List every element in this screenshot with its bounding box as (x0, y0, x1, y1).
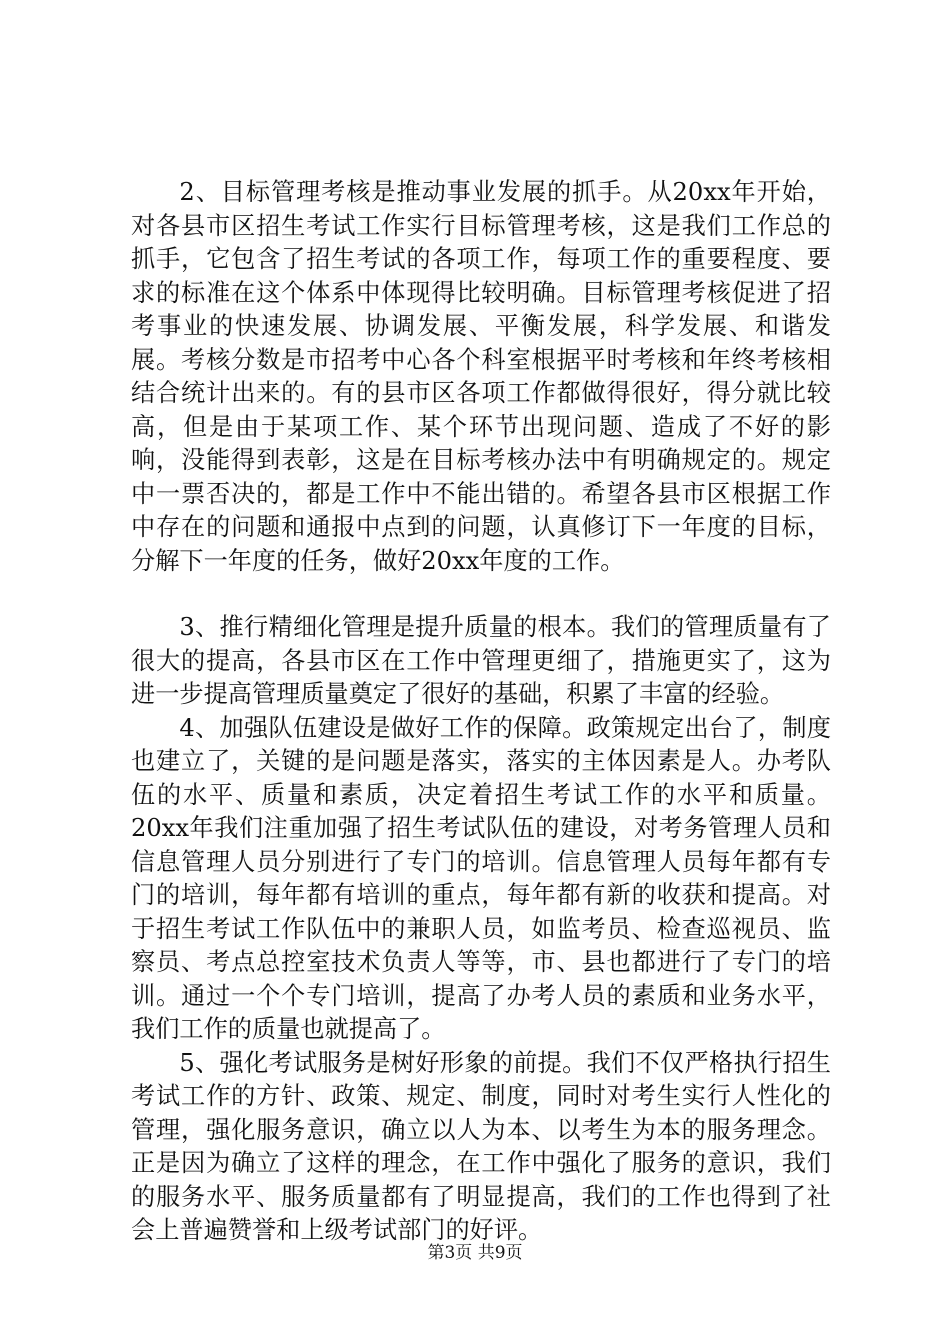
paragraph-exam-service: 5、强化考试服务是树好形象的前提。我们不仅严格执行招生考试工作的方针、政策、规定、制度，同时对考生实行人性化的管理，强化服务意识，确立以人为本、以考生为本的服务理念。正是因为确立了这样的理念，在工作中强化了服务的意识，我们的服务水平、服务质量都有了明显提高，我们的工作也得到了社会上普遍赞誉和上级考试部门的好评。 (131, 1048, 831, 1244)
paragraph-goal-management: 2、目标管理考核是推动事业发展的抓手。从20xx年开始，对各县市区招生考试工作实行目标管理考核，这是我们工作总的抓手，它包含了招生考试的各项工作，每项工作的重要程度、要求的标准在这个体系中体现得比较明确。目标管理考核促进了招考事业的快速发展、协调发展、平衡发展，科学发展、和谐发展。考核分数是市招考中心各个科室根据平时考核和年终考核相结合统计出来的。有的县市区各项工作都做得很好，得分就比较高，但是由于某项工作、某个环节出现问题、造成了不好的影响，没能得到表彰，这是在目标考核办法中有明确规定的。规定中一票否决的，都是工作中不能出错的。希望各县市区根据工作中存在的问题和通报中点到的问题，认真修订下一年度的目标，分解下一年度的任务，做好20xx年度的工作。 (131, 178, 831, 575)
page-number: 第3页 共9页 (427, 1243, 523, 1263)
document-body (131, 176, 831, 1248)
paragraph-refined-management: 3、推行精细化管理是提升质量的根本。我们的管理质量有了很大的提高，各县市区在工作中管理更细了，措施更实了，这为进一步提高管理质量奠定了很好的基础，积累了丰富的经验。 (131, 613, 831, 708)
paragraph-team-building: 4、加强队伍建设是做好工作的保障。政策规定出台了，制度也建立了，关键的是问题是落实，落实的主体因素是人。办考队伍的水平、质量和素质，决定着招生考试工作的水平和质量。20xx年我们注重加强了招生考试队伍的建设，对考务管理人员和信息管理人员分别进行了专门的培训。信息管理人员每年都有专门的培训，每年都有培训的重点，每年都有新的收获和提高。对于招生考试工作队伍中的兼职人员，如监考员、检查巡视员、监察员、考点总控室技术负责人等等，市、县也都进行了专门的培训。通过一个个专门培训，提高了办考人员的素质和业务水平，我们工作的质量也就提高了。 (131, 713, 831, 1043)
